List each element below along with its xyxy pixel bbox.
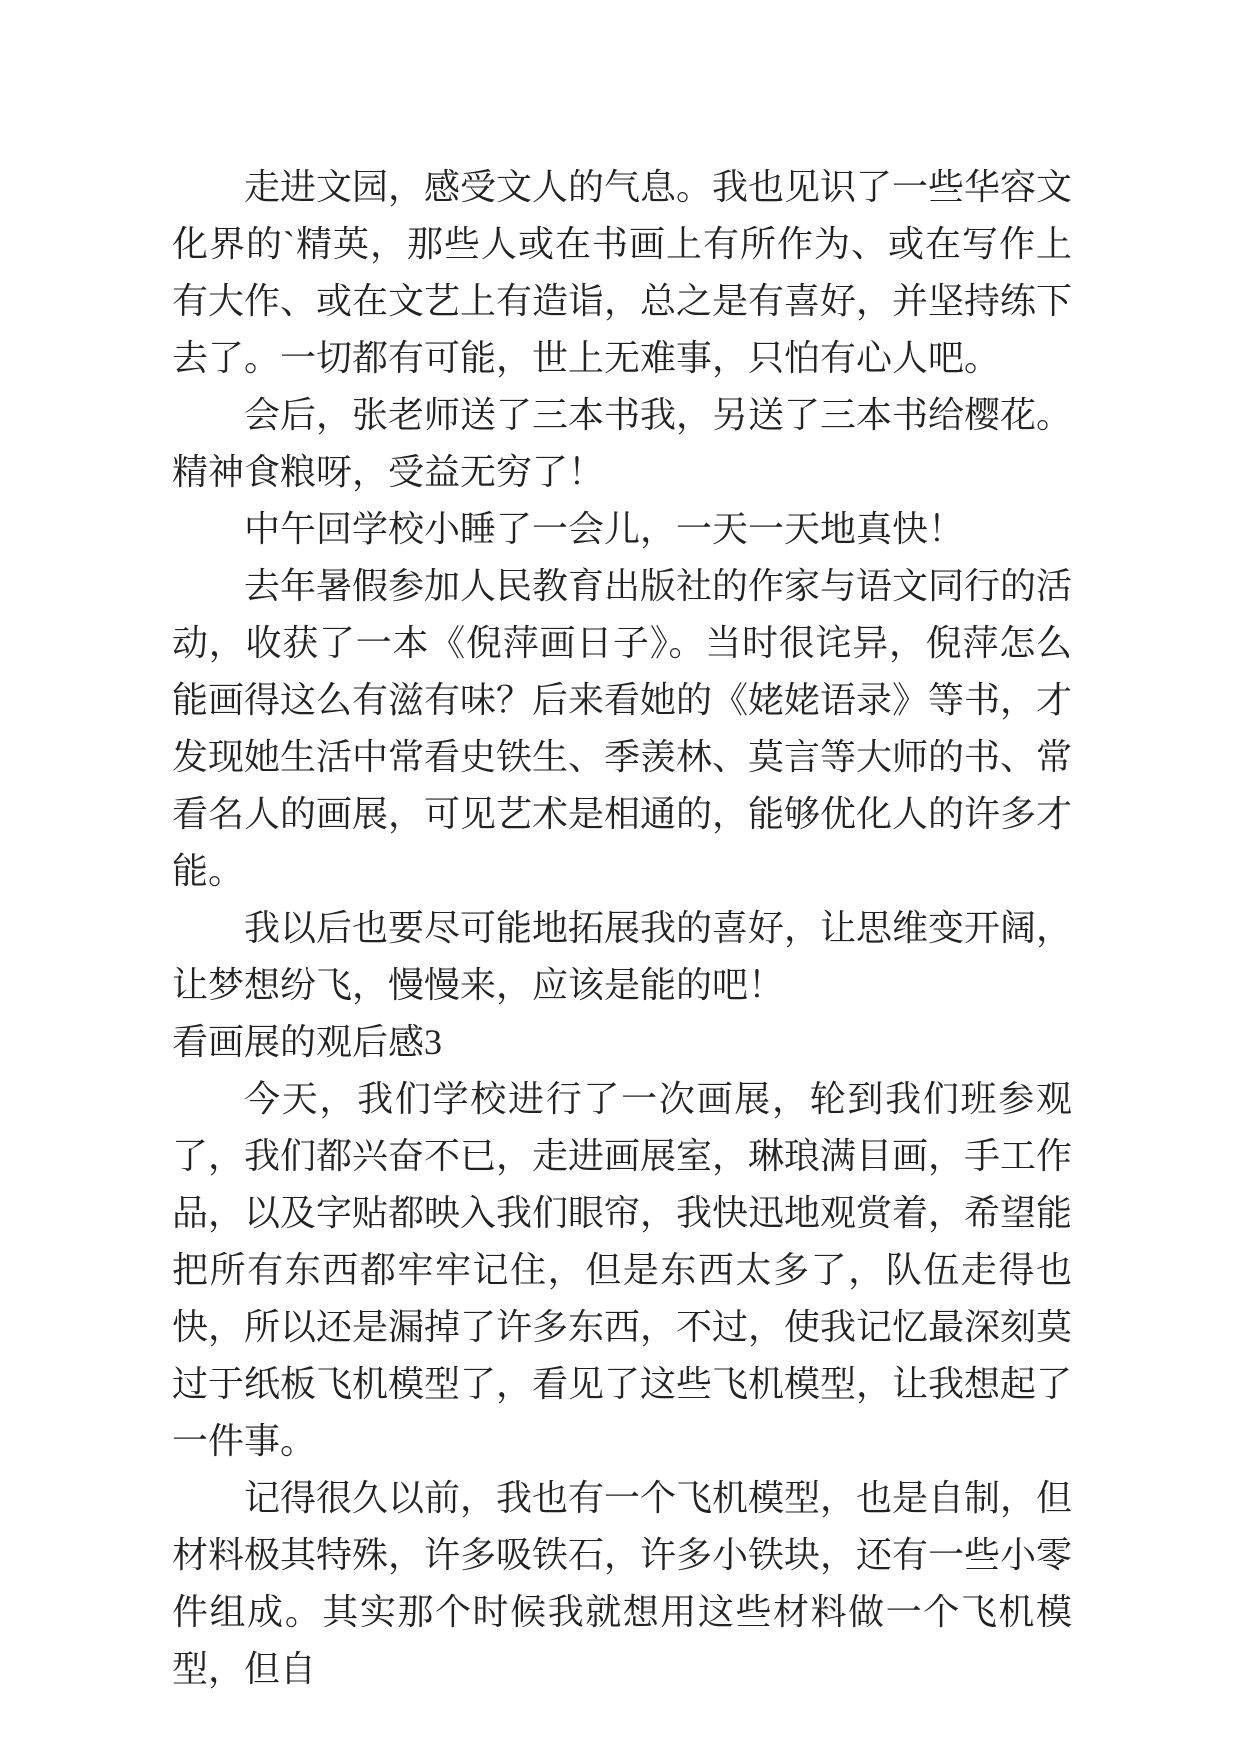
paragraph-5: 我以后也要尽可能地拓展我的喜好，让思维变开阔，让梦想纷飞，慢慢来，应该是能的吧！ [172, 908, 1073, 1005]
document-body [172, 159, 1072, 1698]
paragraph-7: 记得很久以前，我也有一个飞机模型，也是自制，但材料极其特殊，许多吸铁石，许多小铁块，还有一些小零件组成。其实那个时候我就想用这些材料做一个飞机模型，但自 [172, 1478, 1073, 1689]
paragraph-6: 今天，我们学校进行了一次画展，轮到我们班参观了，我们都兴奋不已，走进画展室，琳琅满目画，手工作品，以及字贴都映入我们眼帘，我快迅地观赏着，希望能把所有东西都牢牢记住，但是东西太多了，队伍走得也快，所以还是漏掉了许多东西，不过，使我记忆最深刻莫过于纸板飞机模型了，看见了这些飞机模型，让我想起了一件事。 [172, 1079, 1073, 1461]
paragraph-4: 去年暑假参加人民教育出版社的作家与语文同行的活动，收获了一本《倪萍画日子》。当时很诧异，倪萍怎么能画得这么有滋有味？后来看她的《姥姥语录》等书，才发现她生活中常看史铁生、季羡林、莫言等大师的书、常看名人的画展，可见艺术是相通的，能够优化人的许多才能。 [172, 566, 1073, 891]
paragraph-2: 会后，张老师送了三本书我，另送了三本书给樱花。精神食粮呀，受益无穷了！ [172, 395, 1073, 492]
section-heading: 看画展的观后感3 [172, 1022, 443, 1062]
paragraph-1: 走进文园，感受文人的气息。我也见识了一些华容文化界的`精英，那些人或在书画上有所作为、或在写作上有大作、或在文艺上有造诣，总之是有喜好，并坚持练下去了。一切都有可能，世上无难事，只怕有心人吧。 [172, 167, 1073, 378]
paragraph-3: 中午回学校小睡了一会儿，一天一天地真快！ [244, 509, 965, 549]
